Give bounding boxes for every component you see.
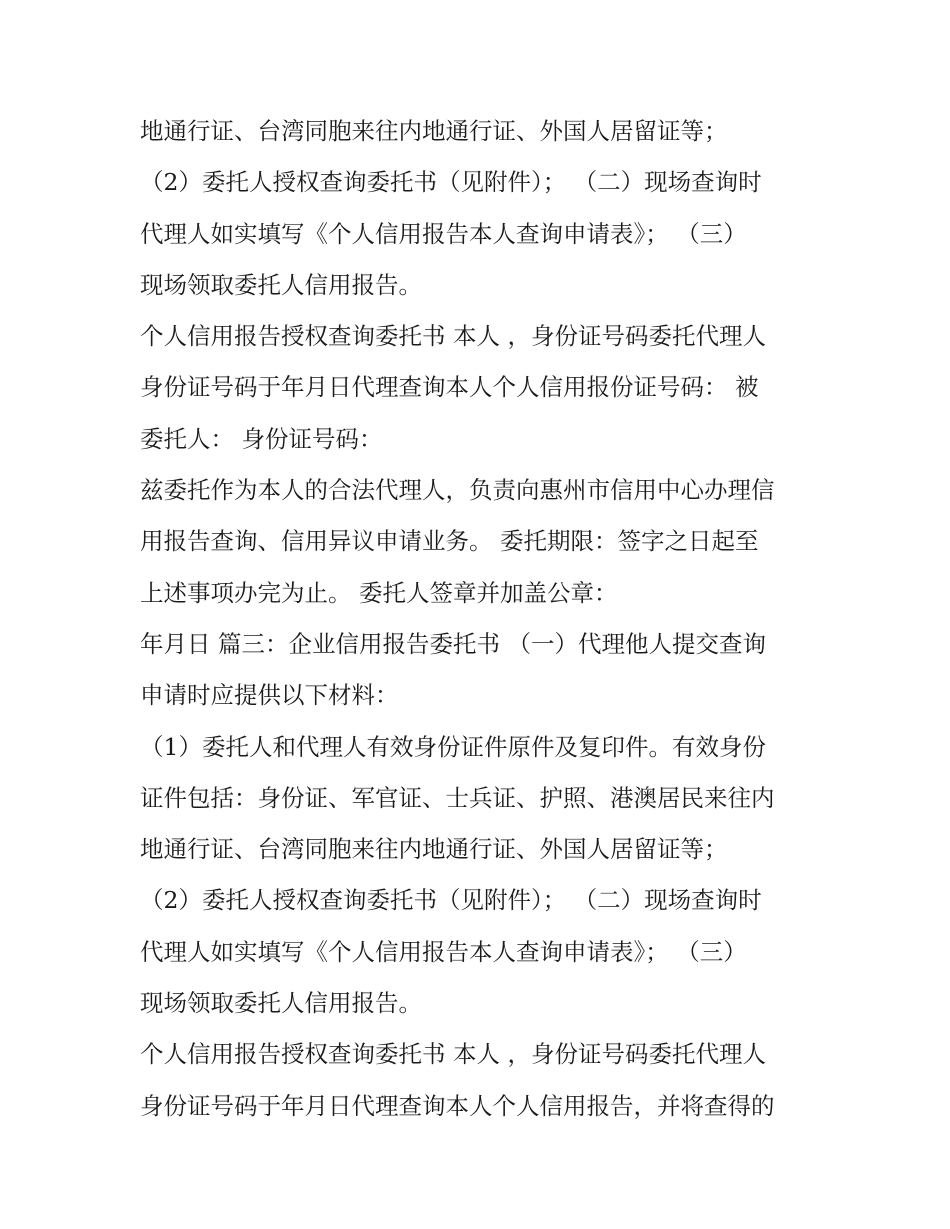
text-line: （1）委托人和代理人有效身份证件原件及复印件。有效身份 [140, 732, 766, 761]
text-line: 地通行证、台湾同胞来往内地通行证、外国人居留证等； [140, 835, 728, 864]
text-line: （2）委托人授权查询委托书（见附件）； （二）现场查询时 [140, 168, 762, 197]
text-line: 个人信用报告授权查询委托书 本人 ，身份证号码委托代理人 [140, 1040, 766, 1069]
text-line: 个人信用报告授权查询委托书 本人 ，身份证号码委托代理人 [140, 322, 766, 351]
text-line: 代理人如实填写《个人信用报告本人查询申请表》； （三） [140, 219, 747, 248]
text-line: 年月日 篇三：企业信用报告委托书 （一）代理他人提交查询 [140, 629, 766, 658]
text-line: 用报告查询、信用异议申请业务。 委托期限：签字之日起至 [140, 527, 759, 556]
text-line: 兹委托作为本人的合法代理人，负责向惠州市信用中心办理信 [140, 476, 775, 505]
text-line: 上述事项办完为止。 委托人签章并加盖公章： [140, 578, 618, 607]
text-line: 申请时应提供以下材料： [140, 681, 399, 710]
text-line: 身份证号码于年月日代理查询本人个人信用报告，并将查得的 [140, 1091, 775, 1120]
text-line: 现场领取委托人信用报告。 [140, 270, 422, 299]
document-body [140, 106, 820, 1132]
text-line: 委托人： 身份证号码： [140, 424, 383, 453]
text-line: 证件包括：身份证、军官证、士兵证、护照、港澳居民来往内 [140, 783, 775, 812]
text-line: 代理人如实填写《个人信用报告本人查询申请表》； （三） [140, 937, 747, 966]
text-line: 地通行证、台湾同胞来往内地通行证、外国人居留证等； [140, 117, 728, 145]
text-line: （2）委托人授权查询委托书（见附件）； （二）现场查询时 [140, 886, 762, 915]
text-line: 现场领取委托人信用报告。 [140, 989, 422, 1018]
text-line: 身份证号码于年月日代理查询本人个人信用报份证号码： 被 [140, 373, 759, 402]
